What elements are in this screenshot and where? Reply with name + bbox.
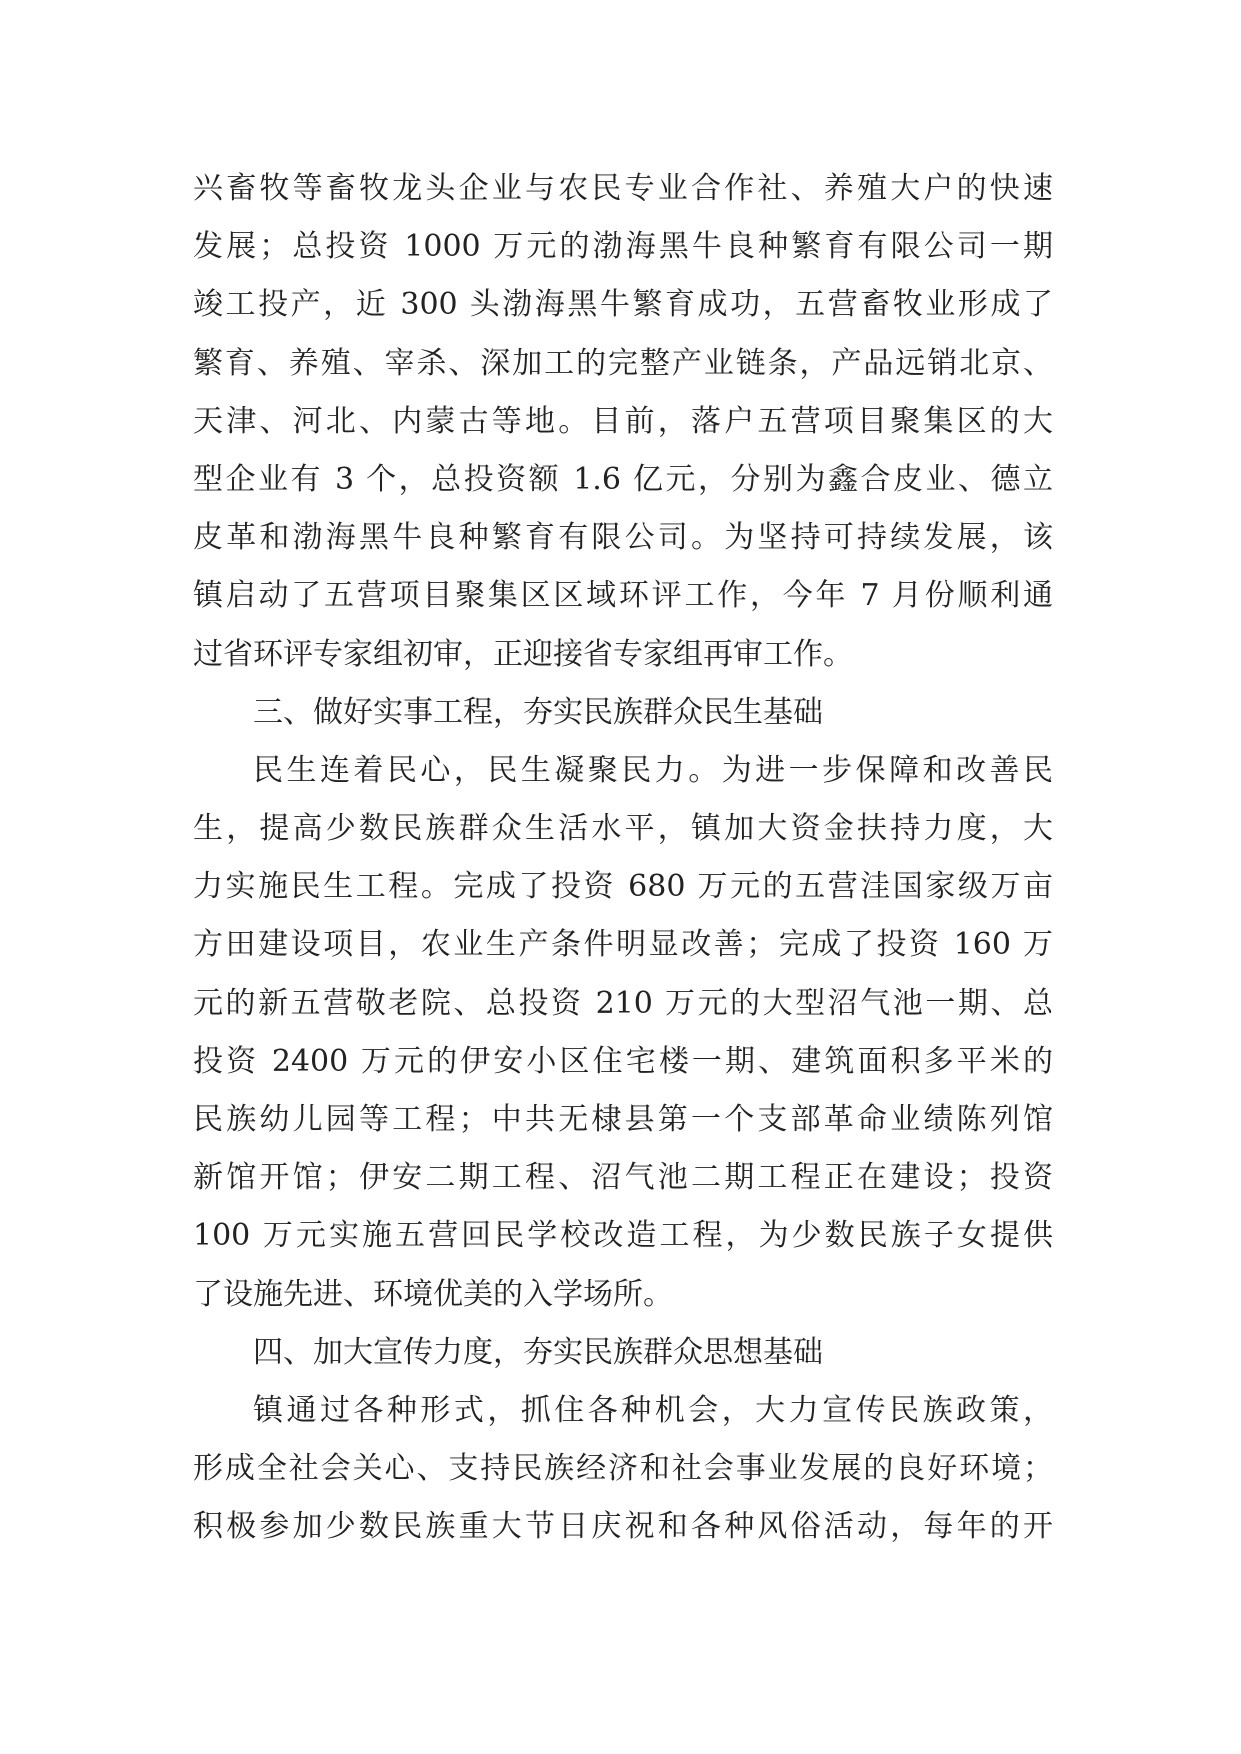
text-line: 投资 2400 万元的伊安小区住宅楼一期、建筑面积多平米的 bbox=[193, 1043, 1053, 1079]
text-line: 积极参加少数民族重大节日庆祝和各种风俗活动，每年的开 bbox=[193, 1509, 1053, 1545]
section-heading: 四、加大宣传力度，夯实民族群众思想基础 bbox=[253, 1334, 823, 1370]
text-line: 兴畜牧等畜牧龙头企业与农民专业合作社、养殖大户的快速 bbox=[193, 171, 1053, 206]
text-line: 新馆开馆；伊安二期工程、沼气池二期工程正在建设；投资 bbox=[193, 1160, 1053, 1196]
text-line: 民族幼儿园等工程；中共无棣县第一个支部革命业绩陈列馆 bbox=[193, 1102, 1053, 1137]
text-line: 镇通过各种形式，抓住各种机会，大力宣传民族政策， bbox=[253, 1392, 1053, 1428]
section-heading: 三、做好实事工程，夯实民族群众民生基础 bbox=[253, 694, 823, 730]
text-line: 生，提高少数民族群众生活水平，镇加大资金扶持力度，大 bbox=[193, 811, 1053, 847]
text-line: 天津、河北、内蒙古等地。目前，落户五营项目聚集区的大 bbox=[193, 403, 1053, 439]
text-line: 元的新五营敬老院、总投资 210 万元的大型沼气池一期、总 bbox=[193, 985, 1053, 1021]
text-line: 形成全社会关心、支持民族经济和社会事业发展的良好环境； bbox=[193, 1451, 1053, 1487]
text-line: 皮革和渤海黑牛良种繁育有限公司。为坚持可持续发展，该 bbox=[193, 520, 1053, 556]
text-line: 民生连着民心，民生凝聚民力。为进一步保障和改善民 bbox=[253, 752, 1053, 788]
text-line: 了设施先进、环境优美的入学场所。 bbox=[193, 1276, 673, 1312]
document-body bbox=[193, 160, 1053, 1557]
text-line: 繁育、养殖、宰杀、深加工的完整产业链条，产品远销北京、 bbox=[193, 345, 1053, 381]
text-line: 力实施民生工程。完成了投资 680 万元的五营洼国家级万亩 bbox=[193, 869, 1053, 905]
text-line: 型企业有 3 个，总投资额 1.6 亿元，分别为鑫合皮业、德立 bbox=[193, 461, 1053, 497]
text-line: 方田建设项目，农业生产条件明显改善；完成了投资 160 万 bbox=[193, 927, 1053, 963]
text-line: 镇启动了五营项目聚集区区域环评工作，今年 7 月份顺利通 bbox=[193, 578, 1053, 614]
text-line: 竣工投产，近 300 头渤海黑牛繁育成功，五营畜牧业形成了 bbox=[193, 287, 1053, 323]
text-line: 100 万元实施五营回民学校改造工程，为少数民族子女提供 bbox=[193, 1218, 1053, 1254]
text-line: 过省环评专家组初审，正迎接省专家组再审工作。 bbox=[193, 636, 853, 672]
text-line: 发展；总投资 1000 万元的渤海黑牛良种繁育有限公司一期 bbox=[193, 229, 1053, 265]
